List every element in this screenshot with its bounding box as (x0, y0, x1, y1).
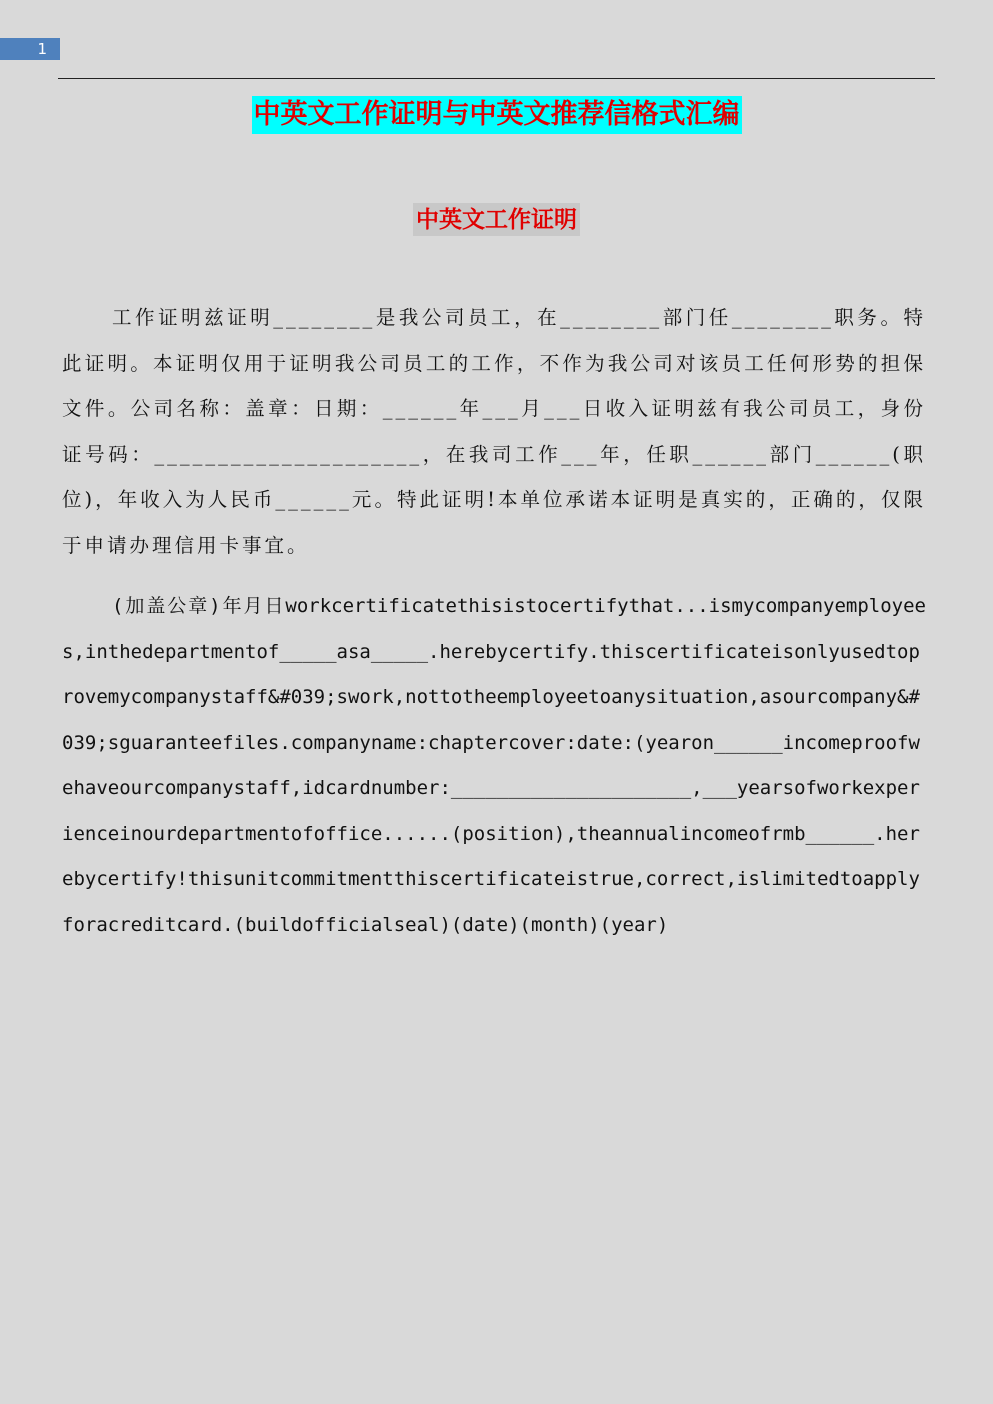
section-heading: 中英文工作证明 (413, 203, 580, 236)
page-number-badge: 1 (0, 38, 60, 60)
chinese-certificate-paragraph: 工作证明兹证明________是我公司员工，在________部门任________职务。特此证明。本证明仅用于证明我公司员工的工作，不作为我公司对该员工任何形势的担保文件。公司名称：盖章：日期：______年___月___日收入证明兹有我公司员工，身份证号码：_____________________，在我司工作___年，任职______部门______(职位)，年收入为人民币______元。特此证明!本单位承诺本证明是真实的，正确的，仅限于申请办理信用卡事宜。 (62, 306, 926, 557)
english-certificate-paragraph: (加盖公章)年月日workcertificatethisistocertifythat...ismycompanyemployees,inthedepartmentof_____asa_____.herebycertify.thiscertificateisonlyusedtoprovemycompanystaff&#039;swork,nottotheemployeetoanysituation,asourcompany&#039;sguaranteefiles.companyname:chaptercover:date:(yearon______incomeproofwehaveourcompanystaff,idcardnumber:_____________________,___yearsofworkexperienceinourdepartmentofoffice......(position),theannualincomeofrmb______.herebycertify!thisunitcommitmentthiscertificateistrue,correct,islimitedtoapplyforacreditcard.(buildofficialseal)(date)(month)(year) (62, 595, 926, 936)
document-title: 中英文工作证明与中英文推荐信格式汇编 (252, 96, 742, 134)
header-divider (58, 78, 935, 79)
document-title-container (0, 96, 993, 134)
section-heading-container (0, 203, 993, 236)
